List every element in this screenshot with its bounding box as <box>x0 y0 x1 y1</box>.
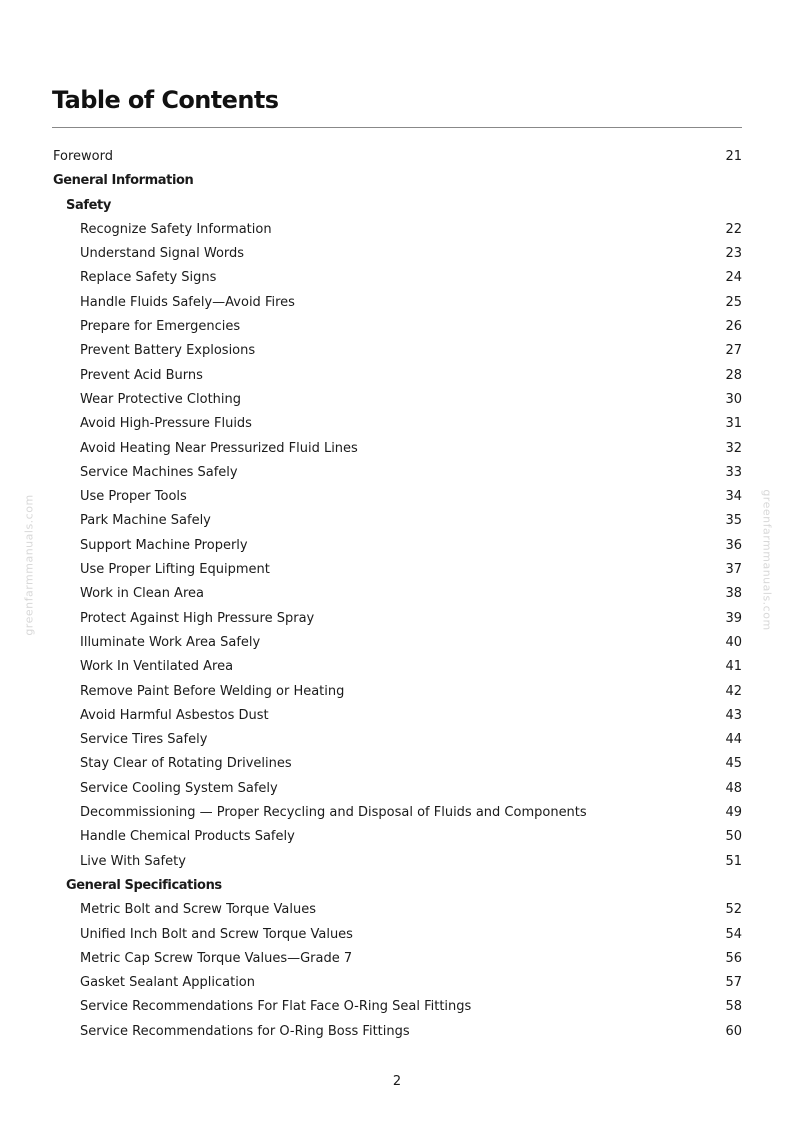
toc-entry-page: 27 <box>725 343 742 359</box>
toc-entry[interactable] <box>52 339 742 363</box>
toc-entry[interactable] <box>52 558 742 582</box>
toc-entry-label: Replace Safety Signs <box>80 270 217 286</box>
toc-entry-label: Prevent Battery Explosions <box>80 343 256 359</box>
toc-entry-label: Service Machines Safely <box>80 464 238 480</box>
toc-entry-page: 32 <box>725 440 742 456</box>
toc-entry[interactable] <box>52 291 742 315</box>
toc-entry-page: 25 <box>725 294 742 310</box>
toc-entry-page: 60 <box>725 1023 742 1039</box>
toc-entry-page: 54 <box>725 926 742 942</box>
toc-section-heading <box>52 194 742 218</box>
toc-entry-label: Service Recommendations For Flat Face O-Ring Seal Fittings <box>80 999 472 1015</box>
toc-entry-label: General Information <box>53 173 194 189</box>
toc-entry[interactable] <box>52 752 742 776</box>
toc-entry[interactable] <box>52 485 742 509</box>
toc-entry[interactable] <box>52 364 742 388</box>
toc-entry[interactable] <box>52 315 742 339</box>
toc-entry-page: 30 <box>725 391 742 407</box>
toc-entry-label: Stay Clear of Rotating Drivelines <box>80 756 292 772</box>
toc-entry-page: 37 <box>725 562 742 578</box>
toc-entry-label: Illuminate Work Area Safely <box>80 634 261 650</box>
toc-entry-page: 57 <box>725 975 742 991</box>
toc-entry[interactable] <box>52 218 742 242</box>
toc-entry[interactable] <box>52 266 742 290</box>
toc-section-heading <box>52 169 742 193</box>
toc-entry[interactable] <box>52 388 742 412</box>
toc-entry[interactable] <box>52 631 742 655</box>
toc-entry[interactable] <box>52 680 742 704</box>
toc-entry[interactable] <box>52 995 742 1019</box>
toc-entry-label: Use Proper Lifting Equipment <box>80 562 270 578</box>
toc-entry-page: 31 <box>725 416 742 432</box>
toc-entry-label: Decommissioning — Proper Recycling and Disposal of Fluids and Components <box>80 805 587 821</box>
toc-entry-page: 49 <box>725 805 742 821</box>
toc-entry-label: Metric Bolt and Screw Torque Values <box>80 902 316 918</box>
toc-entry[interactable] <box>52 242 742 266</box>
toc-entry[interactable] <box>52 655 742 679</box>
toc-entry-page: 22 <box>725 221 742 237</box>
page-number: 2 <box>392 1074 402 1089</box>
toc-entry-label: Handle Fluids Safely—Avoid Fires <box>80 294 295 310</box>
toc-entry[interactable] <box>52 971 742 995</box>
toc-entry-page: 43 <box>725 707 742 723</box>
toc-entry-page: 36 <box>725 537 742 553</box>
toc-entry-label: Recognize Safety Information <box>80 221 272 237</box>
toc-entry[interactable] <box>52 509 742 533</box>
toc-entry-page: 41 <box>725 659 742 675</box>
toc-entry-page: 40 <box>725 634 742 650</box>
toc-entry-label: Protect Against High Pressure Spray <box>80 610 315 626</box>
title-divider <box>52 127 742 128</box>
toc-entry-label: Safety <box>66 197 111 213</box>
toc-entry-page: 50 <box>725 829 742 845</box>
toc-entry-label: Park Machine Safely <box>80 513 211 529</box>
toc-entry-label: Service Cooling System Safely <box>80 780 278 796</box>
toc-entry[interactable] <box>52 412 742 436</box>
toc-entry-label: Understand Signal Words <box>80 246 245 262</box>
toc-entry-page: 52 <box>725 902 742 918</box>
page-title: Table of Contents <box>52 86 279 114</box>
toc-entry-label: General Specifications <box>66 877 222 893</box>
toc-entry[interactable] <box>52 728 742 752</box>
toc-entry-label: Work in Clean Area <box>80 586 204 602</box>
toc-entry-page: 33 <box>725 464 742 480</box>
toc-entry-page: 35 <box>725 513 742 529</box>
toc-entry-page: 28 <box>725 367 742 383</box>
toc-entry-label: Work In Ventilated Area <box>80 659 234 675</box>
toc-section-heading <box>52 874 742 898</box>
toc-entry-label: Use Proper Tools <box>80 489 187 505</box>
toc-entry-label: Wear Protective Clothing <box>80 391 242 407</box>
toc-entry-label: Handle Chemical Products Safely <box>80 829 295 845</box>
toc-entry-page: 42 <box>725 683 742 699</box>
toc-entry-label: Avoid Harmful Asbestos Dust <box>80 707 269 723</box>
watermark-right: greenfarmmanuals.com <box>760 489 774 631</box>
toc-entry-label: Service Recommendations for O-Ring Boss Fittings <box>80 1023 410 1039</box>
toc-entry[interactable] <box>52 825 742 849</box>
toc-entry-label: Prepare for Emergencies <box>80 319 241 335</box>
toc-entry[interactable] <box>52 145 742 169</box>
toc-entry-page: 44 <box>725 732 742 748</box>
toc-entry-page: 51 <box>725 853 742 869</box>
toc-entry-page: 23 <box>725 246 742 262</box>
toc-entry[interactable] <box>52 1020 742 1044</box>
toc-entry-label: Live With Safety <box>80 853 186 869</box>
toc-entry-label: Support Machine Properly <box>80 537 248 553</box>
toc-entry-page: 45 <box>725 756 742 772</box>
toc-entry[interactable] <box>52 461 742 485</box>
toc-entry[interactable] <box>52 437 742 461</box>
watermark-left: greenfarmmanuals.com <box>22 494 36 636</box>
toc-entry-label: Avoid High-Pressure Fluids <box>80 416 252 432</box>
toc-entry-label: Foreword <box>53 149 113 164</box>
toc-entry[interactable] <box>52 947 742 971</box>
toc-entry-page: 24 <box>725 270 742 286</box>
toc-entry-page: 26 <box>725 319 742 335</box>
toc-entry-label: Metric Cap Screw Torque Values—Grade 7 <box>80 950 353 966</box>
toc-entry-label: Gasket Sealant Application <box>80 975 256 991</box>
toc-entry[interactable] <box>52 850 742 874</box>
toc-entry-label: Unified Inch Bolt and Screw Torque Values <box>80 926 353 942</box>
toc-entry-label: Prevent Acid Burns <box>80 367 203 383</box>
toc-entry[interactable] <box>52 898 742 922</box>
toc-entry[interactable] <box>52 801 742 825</box>
toc-entry[interactable] <box>52 777 742 801</box>
toc-entry[interactable] <box>52 607 742 631</box>
toc-entry-page: 21 <box>725 149 742 164</box>
toc-entry-page: 56 <box>725 950 742 966</box>
toc-entry-page: 38 <box>725 586 742 602</box>
toc-entry[interactable] <box>52 534 742 558</box>
toc-entry-label: Avoid Heating Near Pressurized Fluid Lines <box>80 440 358 456</box>
toc-entry-label: Remove Paint Before Welding or Heating <box>80 683 345 699</box>
toc-entry-page: 39 <box>725 610 742 626</box>
toc-entry-page: 48 <box>725 780 742 796</box>
toc-entry[interactable] <box>52 704 742 728</box>
toc-entry-page: 58 <box>725 999 742 1015</box>
toc-entry-page: 34 <box>725 489 742 505</box>
table-of-contents <box>52 145 742 1044</box>
toc-entry[interactable] <box>52 582 742 606</box>
toc-entry-label: Service Tires Safely <box>80 732 208 748</box>
toc-entry[interactable] <box>52 923 742 947</box>
